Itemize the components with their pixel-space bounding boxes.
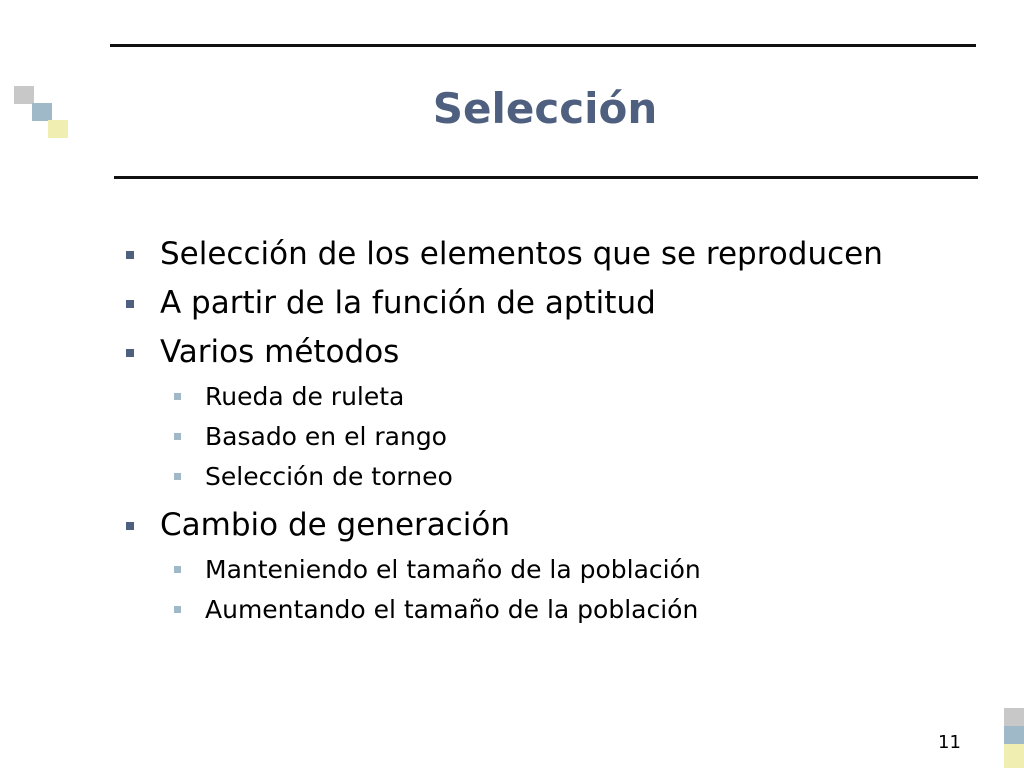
sub-bullet-text: Manteniendo el tamaño de la población [205,555,701,584]
bullet-item [122,279,883,328]
bullet-item [122,230,883,279]
sub-bullet-item [122,550,883,590]
bullet-list [122,230,883,634]
sub-bullet-text: Basado en el rango [205,422,447,451]
bullet-text: Selección de los elementos que se reproducen [160,236,883,272]
sub-bullet-text: Selección de torneo [205,462,453,491]
page-number: 11 [938,732,961,753]
bullet-text: Varios métodos [160,334,400,370]
sub-bullet-text: Aumentando el tamaño de la población [205,595,699,624]
sub-bullet-group [122,377,883,497]
title-bottom-rule [114,176,978,179]
small-square-bullet-icon [174,393,181,400]
square-bullet-icon [126,251,134,259]
decor-square-blue-icon [1004,726,1024,744]
sub-bullet-list [122,550,883,630]
small-square-bullet-icon [174,473,181,480]
square-bullet-icon [126,300,134,308]
sub-bullet-item [122,457,883,497]
bullet-item [122,501,883,550]
slide-title: Selección [432,84,658,133]
decor-square-gray-icon [1004,708,1024,726]
square-bullet-icon [126,522,134,530]
small-square-bullet-icon [174,433,181,440]
sub-bullet-item [122,417,883,457]
sub-bullet-item [122,377,883,417]
decor-square-yellow-icon [1004,744,1024,768]
square-bullet-icon [126,349,134,357]
sub-bullet-text: Rueda de ruleta [205,382,405,411]
small-square-bullet-icon [174,606,181,613]
sub-bullet-list [122,377,883,497]
bullet-text: A partir de la función de aptitud [160,285,656,321]
bullet-item [122,328,883,377]
bullet-text: Cambio de generación [160,507,511,543]
sub-bullet-item [122,590,883,630]
sub-bullet-group [122,550,883,630]
small-square-bullet-icon [174,566,181,573]
title-top-rule [110,44,976,47]
